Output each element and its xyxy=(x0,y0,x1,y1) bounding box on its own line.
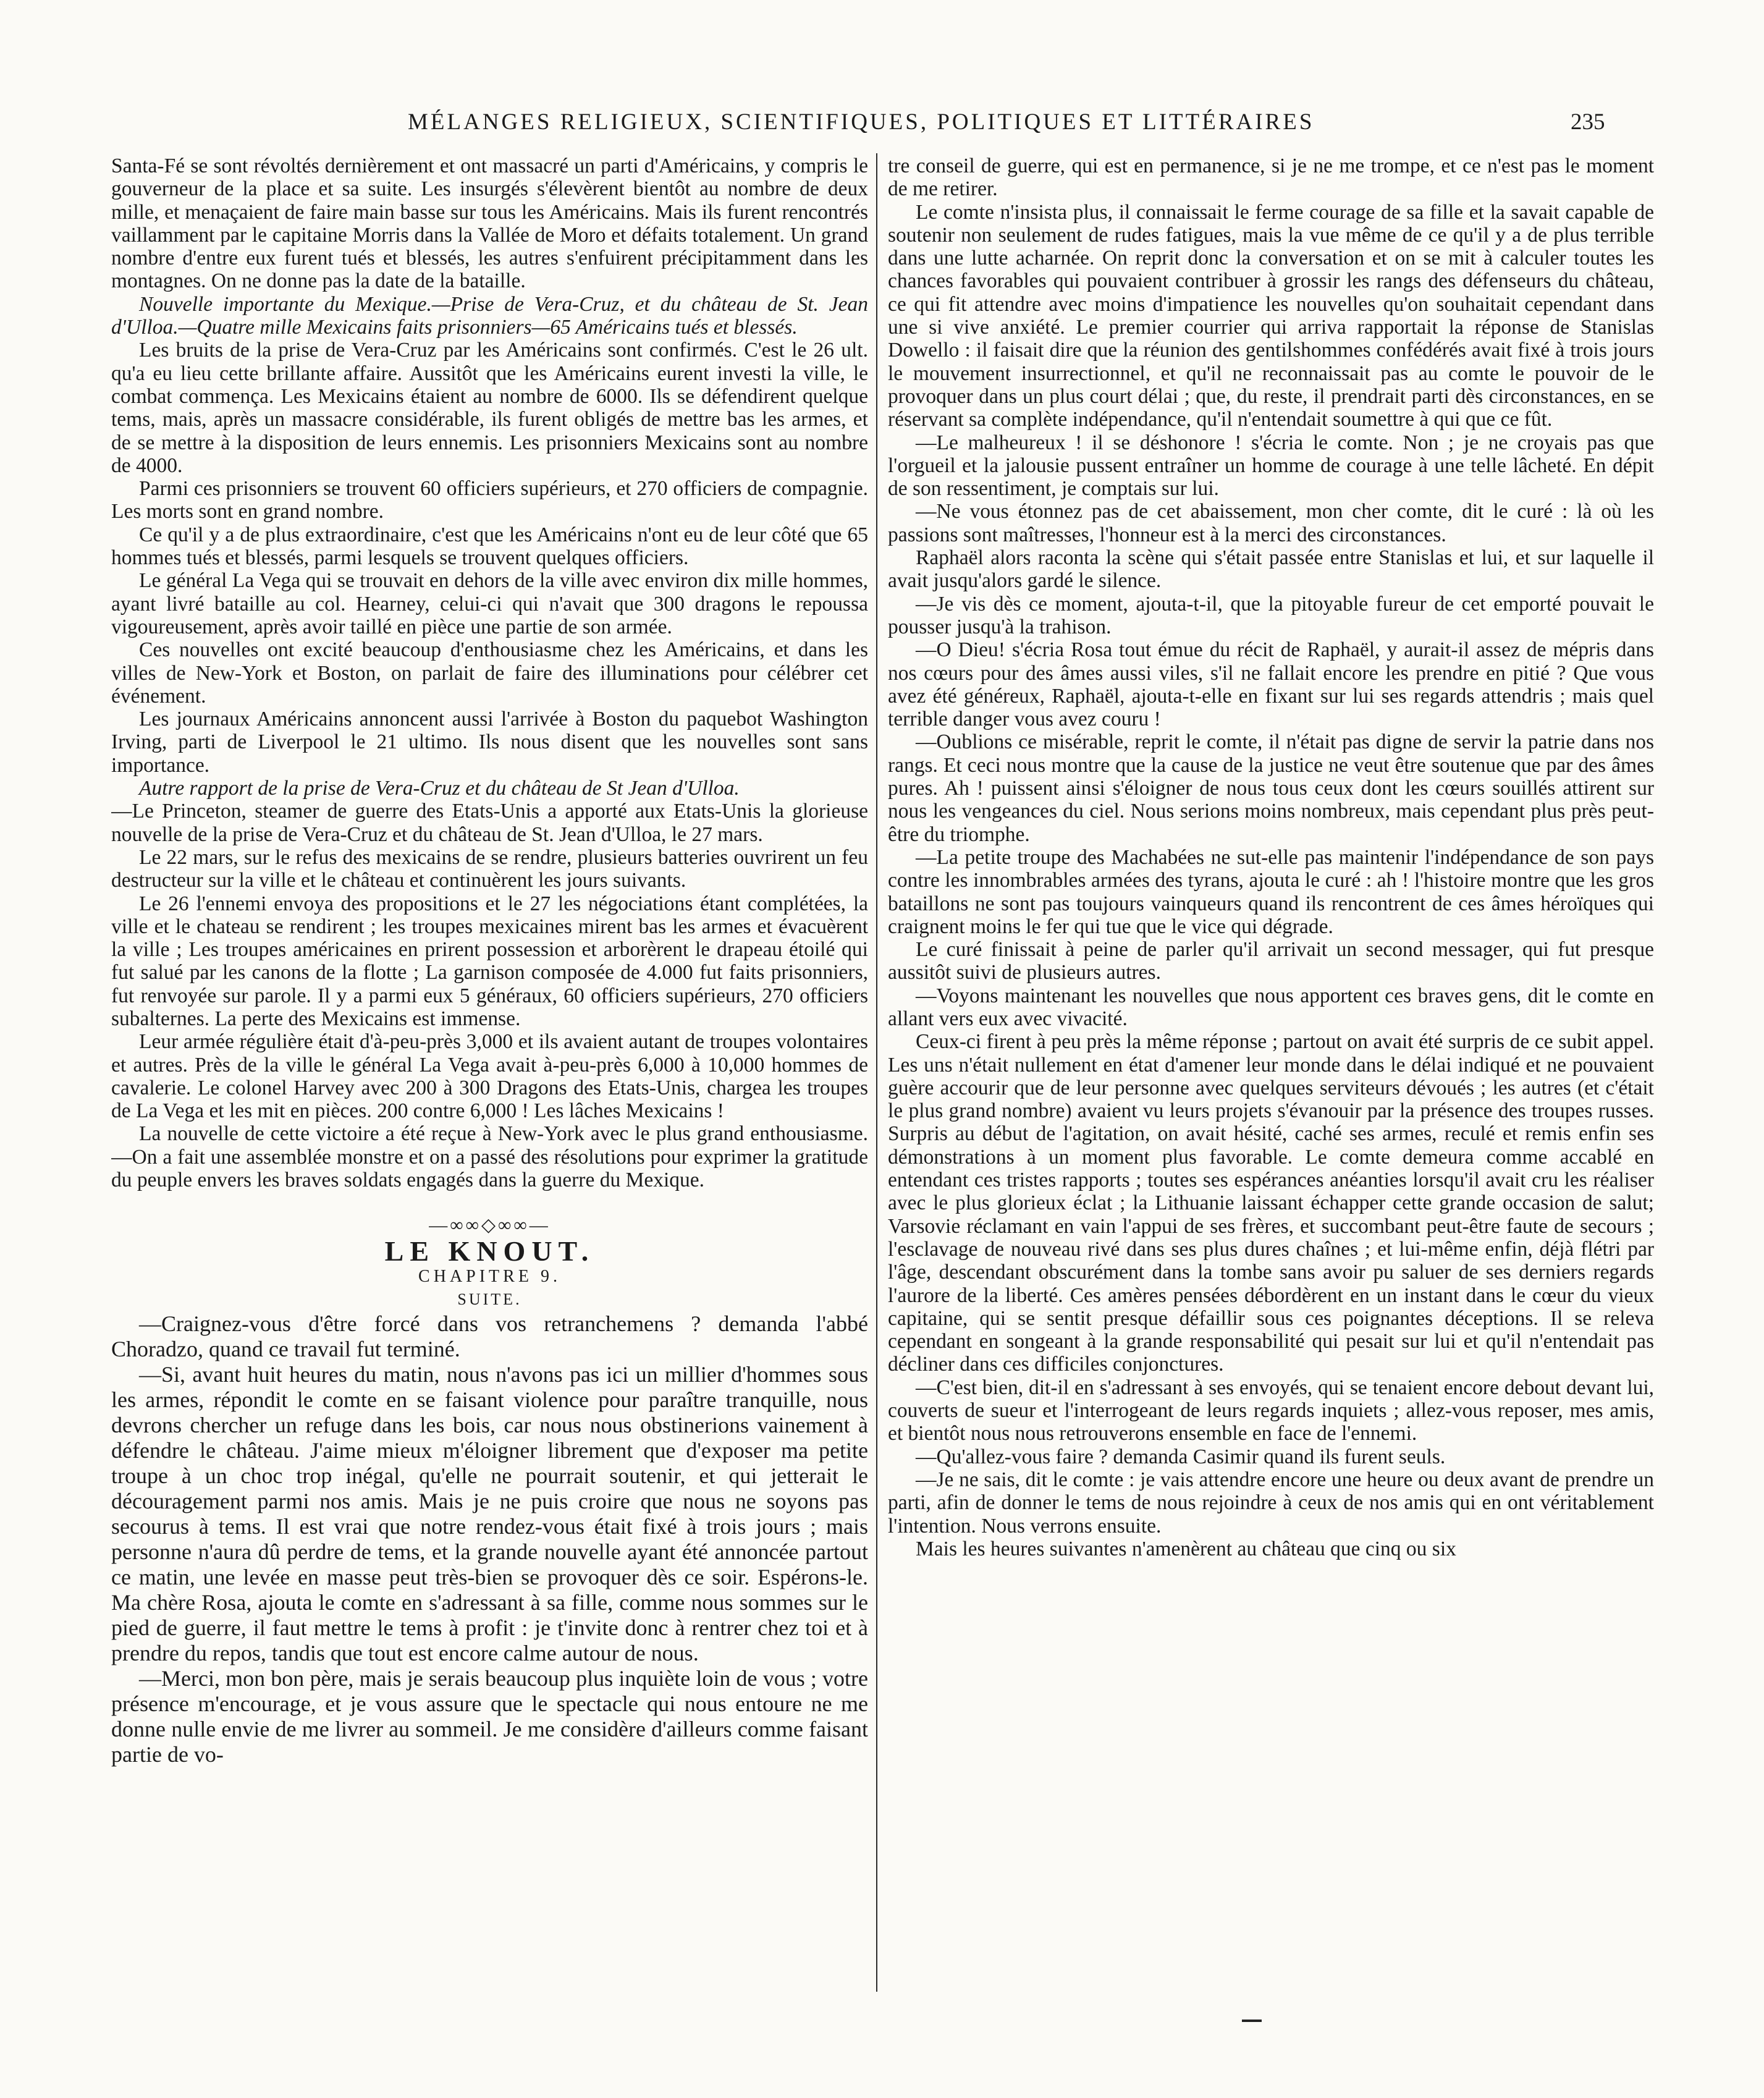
news-paragraph: —Le Princeton, steamer de guerre des Etats-Unis a apporté aux Etats-Unis la glorieuse nouvelle de la prise de Vera-Cruz et du château de St. Jean d'Ulloa, le 27 mars. xyxy=(111,800,868,846)
section-ornament: —∞∞◇∞∞— xyxy=(429,1215,551,1236)
news-headline: Nouvelle importante du Mexique.—Prise de Vera-Cruz, et du château de St. Jean d'Ulloa.—Quatre mille Mexicains faits prisonniers—65 Américains tués et blessés. xyxy=(111,292,868,339)
news-paragraph: Le 22 mars, sur le refus des mexicains de se rendre, plusieurs batteries ouvrirent un feu destructeur sur la ville et le château et continuèrent les jours suivants. xyxy=(111,845,868,892)
story-paragraph: tre conseil de guerre, qui est en permanence, si je ne me trompe, et ce n'est pas le moment de me retirer. xyxy=(888,154,1654,201)
story-paragraph: —Oublions ce misérable, reprit le comte, il n'était pas digne de servir la patrie dans nos rangs. Et ceci nous montre que la cause de la justice ne veut être soutenue que par des âmes pures. Ah ! puissent ainsi s'éloigner de nous tous ceux dont les cœurs souillés attirent sur nous les vengeances du ciel. Nous serions moins nombreux, mais cependant plus près peut-être du triomphe. xyxy=(888,730,1654,846)
story-paragraph: —Ne vous étonnez pas de cet abaissement, mon cher comte, dit le curé : là où les passions sont maîtresses, l'honneur est à la merci des circonstances. xyxy=(888,500,1654,546)
news-paragraph: Ce qu'il y a de plus extraordinaire, c'est que les Américains n'ont eu de leur côté que 65 hommes tués et blessés, parmi lesquels se trouvent quelques officiers. xyxy=(111,523,868,570)
story-paragraph: —C'est bien, dit-il en s'adressant à ses envoyés, qui se tenaient encore debout devant lui, couverts de sueur et l'interrogeant de leurs regards inquiets ; allez-vous reposer, mes amis, et bientôt nous nous retrouverons ensemble en face de l'ennemi. xyxy=(888,1376,1654,1445)
story-paragraph: —Je ne sais, dit le comte : je vais attendre encore une heure ou deux avant de prendre un parti, afin de donner le tems de nous rejoindre à ceux de nos amis qui en ont véritablement l'intention. Nous verrons ensuite. xyxy=(888,1468,1654,1538)
story-paragraph: —Qu'allez-vous faire ? demanda Casimir quand ils furent seuls. xyxy=(916,1445,1446,1468)
news-paragraph: Les bruits de la prise de Vera-Cruz par les Américains sont confirmés. C'est le 26 ult. qu'a eu lieu cette brillante affaire. Aussitôt que les Américains eurent investi la ville, le combat commença. Les Mexicains étaient au nombre de 6000. Ils se défendirent quelque tems, mais, après un massacre considérable, ils furent obligés de mettre bas les armes, et de se mettre à la disposition de leurs ennemis. Les prisonniers Mexicains sont au nombre de 4000. xyxy=(111,339,868,477)
story-paragraph: —Le malheureux ! il se déshonore ! s'écria le comte. Non ; je ne croyais pas que l'orgueil et la jalousie pussent entraîner un homme de courage à une telle lâcheté. En dépit de son ressentiment, je comptais sur lui. xyxy=(888,431,1654,501)
page-number: 235 xyxy=(1571,109,1605,135)
news-paragraph: Santa-Fé se sont révoltés dernièrement et ont massacré un parti d'Américains, y compris le gouverneur de la place et sa suite. Les insurgés s'élevèrent bientôt au nombre de deux mille, et menaçaient de faire main basse sur tous les Américains. Mais ils furent rencontrés vaillamment par le capitaine Morris dans la Vallée de Moro et défaits totalement. Un grand nombre d'entre eux furent tués et blessés, les autres s'enfuirent précipitamment dans les montagnes. On ne donne pas la date de la bataille. xyxy=(111,154,868,293)
story-paragraph: —Craignez-vous d'être forcé dans vos retranchemens ? demanda l'abbé Choradzo, quand ce travail fut terminé. xyxy=(111,1311,868,1361)
story-paragraph: Le comte n'insista plus, il connaissait le ferme courage de sa fille et la savait capable de soutenir non seulement de rudes fatigues, mais la vue même de ce qu'il y a de plus terrible dans une lutte acharnée. On reprit donc la conversation et on se mit à calculer toutes les chances favorables qui pouvaient contribuer à grossir les rangs des défenseurs du château, ce qui fit attendre avec moins d'impatience les nouvelles qu'on souhaitait cependant dans une si vive anxiété. Le premier courrier qui arriva rapportait la réponse de Stanislas Dowello : il faisait dire que la réunion des gentilshommes confédérés avait fixé à trois jours le mouvement insurrectionnel, et qu'il ne reconnaissait pas au comte le pouvoir de le provoquer dans un plus court délai ; que, du reste, il prendrait parti dès circonstances, en se réservant sa complète indépendance, qu'il n'entendait soumettre à qui que ce fût. xyxy=(888,200,1654,431)
running-title: MÉLANGES RELIGIEUX, SCIENTIFIQUES, POLITIQUES ET LITTÉRAIRES xyxy=(408,109,1315,135)
story-paragraph: Mais les heures suivantes n'amenèrent au château que cinq ou six xyxy=(916,1537,1456,1560)
suite-label: SUITE. xyxy=(457,1290,522,1309)
story-paragraph: —Si, avant huit heures du matin, nous n'avons pas ici un millier d'hommes sous les armes, répondit le comte en se faisant violence pour paraître tranquille, nous devrons chercher un refuge dans les bois, car nous nous obstinerions vainement à défendre le château. J'aime mieux m'éloigner librement que d'exposer ma petite troupe à un choc trop inégal, qu'elle ne pourrait soutenir, et qui jetterait le découragement parmi nos amis. Mais je ne puis croire que nous ne soyons pas secourus à tems. Il est vrai que notre rendez-vous était fixé à trois jours ; mais personne n'aura dû perdre de tems, et la grande nouvelle ayant été annoncée partout ce matin, une levée en masse peut très-bien se provoquer dès ce soir. Espérons-le. Ma chère Rosa, ajouta le comte en s'adressant à sa fille, comme nous sommes sur le pied de guerre, il faut mettre le tems à profit : je t'invite donc à rentrer chez toi et à prendre du repos, tandis que tout est encore calme autour de nous. xyxy=(111,1361,868,1665)
story-paragraph: —Voyons maintenant les nouvelles que nous apportent ces braves gens, dit le comte en allant vers eux avec vivacité. xyxy=(888,984,1654,1030)
left-column xyxy=(111,154,868,2083)
story-paragraph: —Merci, mon bon père, mais je serais beaucoup plus inquiète loin de vous ; votre présence m'encourage, et je vous assure que le spectacle qui nous entoure ne me donne nulle envie de me livrer au sommeil. Je me considère d'ailleurs comme faisant partie de vo- xyxy=(111,1665,868,1767)
story-paragraph: —Je vis dès ce moment, ajouta-t-il, que la pitoyable fureur de cet emporté pouvait le pousser jusqu'à la trahison. xyxy=(888,592,1654,638)
news-paragraph: Ces nouvelles ont excité beaucoup d'enthousiasme chez les Américains, et dans les villes de New-York et Boston, on parlait de faire des illuminations pour célébrer cet événement. xyxy=(111,638,868,708)
page-end-mark xyxy=(1242,2020,1262,2022)
news-paragraph: Le général La Vega qui se trouvait en dehors de la ville avec environ dix mille hommes, ayant livré bataille au col. Hearney, celui-ci qui n'avait que 300 dragons le repoussa vigoureusement, après avoir taillé en pièce une partie de son armée. xyxy=(111,569,868,638)
news-headline: Autre rapport de la prise de Vera-Cruz et du château de St Jean d'Ulloa. xyxy=(139,777,740,800)
story-text xyxy=(111,1311,868,1767)
news-paragraph: La nouvelle de cette victoire a été reçue à New-York avec le plus grand enthousiasme.—On a fait une assemblée monstre et on a passé des résolutions pour exprimer la gratitude du peuple envers les braves soldats engagés dans la guerre du Mexique. xyxy=(111,1122,868,1192)
column-divider xyxy=(876,153,877,1992)
story-paragraph: Ceux-ci firent à peu près la même réponse ; partout on avait été surpris de ce subit appel. Les uns n'était nullement en état d'amener leur monde dans le délai indiqué et ne pouvaient guère accourir que de leur personne avec quelques serviteurs dévoués ; les autres (et c'était le plus grand nombre) avaient vu leurs projets s'évanouir par la présence des troupes russes. Surpris au début de l'agitation, on avait hésité, caché ses armes, reculé et remis enfin ses démonstrations à un moment plus favorable. Le comte demeura comme accablé en entendant ces tristes rapports ; toutes ses espérances anéanties lorsqu'il avait cru les réaliser avec le plus glorieux éclat ; la Lithuanie laissant échapper cette grande occasion de salut; Varsovie réclamant en vain l'appui de ses frères, et succombant peut-être faute de secours ; l'esclavage de nouveau rivé dans ses plus dures chaînes ; et lui-même enfin, déjà flétri par l'âge, descendant obscurément dans la tombe sans avoir pu saluer de ses derniers regards l'aurore de la liberté. Ces amères pensées débordèrent en un instant dans le cœur du vieux capitaine, qui se sentit presque défaillir sous ces poignantes déceptions. Il se releva cependant en songeant à la grande responsabilité qui pesait sur lui et qu'il n'entendait pas décliner dans ces difficiles conjonctures. xyxy=(888,1030,1654,1376)
story-paragraph: —La petite troupe des Machabées ne sut-elle pas maintenir l'indépendance de son pays contre les innombrables armées des tyrans, ajouta le curé : ah ! l'histoire montre que les gros bataillons ne sont pas toujours vainqueurs quand ils rencontrent de ces âmes héroïques qui craignent moins le fer qui tue que le vice qui dégrade. xyxy=(888,845,1654,938)
page-header xyxy=(0,109,1764,152)
news-paragraph: Parmi ces prisonniers se trouvent 60 officiers supérieurs, et 270 officiers de compagnie. Les morts sont en grand nombre. xyxy=(111,477,868,523)
story-title: LE KNOUT. xyxy=(384,1235,595,1267)
story-paragraph: Le curé finissait à peine de parler qu'il arrivait un second messager, qui fut presque aussitôt suivi de plusieurs autres. xyxy=(888,938,1654,984)
chapter-heading: CHAPITRE 9. xyxy=(418,1266,561,1286)
news-paragraph: Leur armée régulière était d'à-peu-près 3,000 et ils avaient autant de troupes volontaires et autres. Près de la ville le général La Vega avait à-peu-près 6,000 à 10,000 hommes de cavalerie. Le colonel Harvey avec 200 à 300 Dragons des Etats-Unis, chargea les troupes de La Vega et les mit en pièces. 200 contre 6,000 ! Les lâches Mexicains ! xyxy=(111,1030,868,1123)
story-paragraph: Raphaël alors raconta la scène qui s'était passée entre Stanislas et lui, et sur laquelle il avait jusqu'alors gardé le silence. xyxy=(888,546,1654,593)
news-paragraph: Le 26 l'ennemi envoya des propositions et le 27 les négociations étant complétées, la ville et le chateau se rendirent ; les troupes mexicaines mirent bas les armes et évacuèrent la ville ; Les troupes américaines en prirent possession et arborèrent le drapeau étoilé qui fut salué par les canons de la flotte ; La garnison composée de 4.000 fut faits prisonniers, fut renvoyée sur parole. Il y a parmi eux 5 généraux, 60 officiers supérieurs, 270 officiers subalternes. La perte des Mexicains est immense. xyxy=(111,892,868,1030)
right-column xyxy=(888,154,1654,2083)
news-paragraph: Les journaux Américains annoncent aussi l'arrivée à Boston du paquebot Washington Irving, parti de Liverpool le 21 ultimo. Ils nous disent que les nouvelles sont sans importance. xyxy=(111,708,868,777)
story-paragraph: —O Dieu! s'écria Rosa tout émue du récit de Raphaël, y aurait-il assez de mépris dans nos cœurs pour des âmes aussi viles, s'il ne fallait encore les prendre en pitié ? Que vous avez été généreux, Raphaël, ajouta-t-elle en fixant sur lui ses regards attendris ; mais quel terrible danger vous avez couru ! xyxy=(888,638,1654,731)
